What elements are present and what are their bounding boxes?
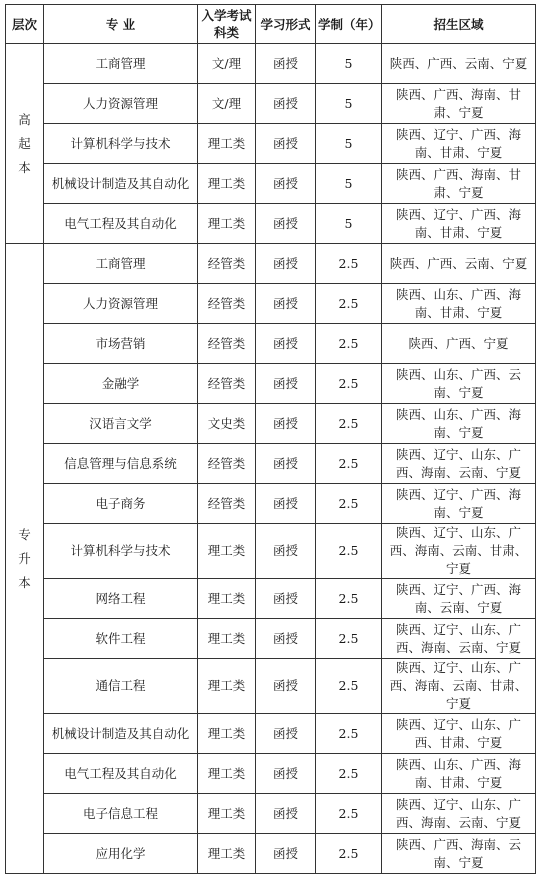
major-cell: 人力资源管理 bbox=[44, 284, 198, 324]
table-row bbox=[6, 164, 536, 204]
regions-cell: 陕西、辽宁、广西、海南、云南、宁夏 bbox=[382, 579, 536, 619]
exam-category-cell: 理工类 bbox=[198, 834, 256, 874]
duration-cell: 5 bbox=[316, 84, 382, 124]
level-label: 专升本 bbox=[18, 526, 31, 590]
study-form-cell: 函授 bbox=[256, 84, 316, 124]
exam-category-cell: 经管类 bbox=[198, 444, 256, 484]
major-cell: 人力资源管理 bbox=[44, 84, 198, 124]
header-major: 专 业 bbox=[44, 5, 198, 44]
regions-cell: 陕西、山东、广西、海南、宁夏 bbox=[382, 404, 536, 444]
duration-cell: 2.5 bbox=[316, 579, 382, 619]
duration-cell: 5 bbox=[316, 44, 382, 84]
exam-category-cell: 文/理 bbox=[198, 84, 256, 124]
exam-category-cell: 理工类 bbox=[198, 659, 256, 714]
table-row bbox=[6, 794, 536, 834]
table-row bbox=[6, 834, 536, 874]
exam-category-cell: 理工类 bbox=[198, 619, 256, 659]
study-form-cell: 函授 bbox=[256, 794, 316, 834]
duration-cell: 2.5 bbox=[316, 754, 382, 794]
study-form-cell: 函授 bbox=[256, 164, 316, 204]
duration-cell: 2.5 bbox=[316, 284, 382, 324]
exam-category-cell: 经管类 bbox=[198, 244, 256, 284]
level-cell bbox=[6, 44, 44, 244]
header-row bbox=[6, 5, 536, 44]
table-row bbox=[6, 204, 536, 244]
exam-category-cell: 文/理 bbox=[198, 44, 256, 84]
exam-category-cell: 经管类 bbox=[198, 484, 256, 524]
study-form-cell: 函授 bbox=[256, 524, 316, 579]
duration-cell: 2.5 bbox=[316, 444, 382, 484]
regions-cell: 陕西、辽宁、山东、广西、海南、云南、甘肃、宁夏 bbox=[382, 659, 536, 714]
duration-cell: 5 bbox=[316, 124, 382, 164]
regions-cell: 陕西、广西、海南、甘肃、宁夏 bbox=[382, 164, 536, 204]
study-form-cell: 函授 bbox=[256, 244, 316, 284]
enrollment-table bbox=[5, 4, 536, 874]
duration-cell: 2.5 bbox=[316, 404, 382, 444]
table-row bbox=[6, 44, 536, 84]
major-cell: 应用化学 bbox=[44, 834, 198, 874]
exam-category-cell: 理工类 bbox=[198, 524, 256, 579]
table-body bbox=[6, 44, 536, 874]
exam-category-cell: 理工类 bbox=[198, 124, 256, 164]
major-cell: 金融学 bbox=[44, 364, 198, 404]
study-form-cell: 函授 bbox=[256, 124, 316, 164]
major-cell: 机械设计制造及其自动化 bbox=[44, 164, 198, 204]
exam-category-cell: 文史类 bbox=[198, 404, 256, 444]
exam-category-cell: 理工类 bbox=[198, 794, 256, 834]
study-form-cell: 函授 bbox=[256, 659, 316, 714]
exam-category-cell: 理工类 bbox=[198, 164, 256, 204]
table-row bbox=[6, 579, 536, 619]
level-label: 高起本 bbox=[18, 111, 31, 175]
major-cell: 市场营销 bbox=[44, 324, 198, 364]
table-row bbox=[6, 754, 536, 794]
duration-cell: 2.5 bbox=[316, 619, 382, 659]
regions-cell: 陕西、辽宁、山东、广西、海南、云南、宁夏 bbox=[382, 444, 536, 484]
header-regions: 招生区域 bbox=[382, 5, 536, 44]
major-cell: 电气工程及其自动化 bbox=[44, 204, 198, 244]
study-form-cell: 函授 bbox=[256, 754, 316, 794]
major-cell: 电子信息工程 bbox=[44, 794, 198, 834]
regions-cell: 陕西、广西、海南、云南、宁夏 bbox=[382, 834, 536, 874]
header-exam-category: 入学考试科类 bbox=[198, 5, 256, 44]
duration-cell: 2.5 bbox=[316, 324, 382, 364]
study-form-cell: 函授 bbox=[256, 619, 316, 659]
table-row bbox=[6, 364, 536, 404]
major-cell: 机械设计制造及其自动化 bbox=[44, 714, 198, 754]
table-row bbox=[6, 324, 536, 364]
regions-cell: 陕西、广西、宁夏 bbox=[382, 324, 536, 364]
level-cell bbox=[6, 244, 44, 874]
table-row bbox=[6, 619, 536, 659]
duration-cell: 2.5 bbox=[316, 794, 382, 834]
exam-category-cell: 理工类 bbox=[198, 579, 256, 619]
exam-category-cell: 理工类 bbox=[198, 714, 256, 754]
regions-cell: 陕西、辽宁、山东、广西、海南、云南、甘肃、宁夏 bbox=[382, 524, 536, 579]
duration-cell: 5 bbox=[316, 204, 382, 244]
major-cell: 电气工程及其自动化 bbox=[44, 754, 198, 794]
duration-cell: 2.5 bbox=[316, 244, 382, 284]
header-study-form: 学习形式 bbox=[256, 5, 316, 44]
table-row bbox=[6, 404, 536, 444]
study-form-cell: 函授 bbox=[256, 284, 316, 324]
study-form-cell: 函授 bbox=[256, 404, 316, 444]
major-cell: 网络工程 bbox=[44, 579, 198, 619]
major-cell: 通信工程 bbox=[44, 659, 198, 714]
major-cell: 计算机科学与技术 bbox=[44, 124, 198, 164]
study-form-cell: 函授 bbox=[256, 44, 316, 84]
major-cell: 电子商务 bbox=[44, 484, 198, 524]
duration-cell: 2.5 bbox=[316, 714, 382, 754]
major-cell: 工商管理 bbox=[44, 244, 198, 284]
exam-category-cell: 理工类 bbox=[198, 754, 256, 794]
table-row bbox=[6, 124, 536, 164]
exam-category-cell: 经管类 bbox=[198, 364, 256, 404]
regions-cell: 陕西、山东、广西、海南、甘肃、宁夏 bbox=[382, 754, 536, 794]
regions-cell: 陕西、辽宁、广西、海南、甘肃、宁夏 bbox=[382, 124, 536, 164]
regions-cell: 陕西、广西、云南、宁夏 bbox=[382, 244, 536, 284]
duration-cell: 2.5 bbox=[316, 524, 382, 579]
header-duration: 学制（年） bbox=[316, 5, 382, 44]
regions-cell: 陕西、山东、广西、云南、宁夏 bbox=[382, 364, 536, 404]
table-row bbox=[6, 84, 536, 124]
study-form-cell: 函授 bbox=[256, 444, 316, 484]
duration-cell: 2.5 bbox=[316, 834, 382, 874]
table-row bbox=[6, 714, 536, 754]
regions-cell: 陕西、山东、广西、海南、甘肃、宁夏 bbox=[382, 284, 536, 324]
regions-cell: 陕西、辽宁、山东、广西、甘肃、宁夏 bbox=[382, 714, 536, 754]
major-cell: 计算机科学与技术 bbox=[44, 524, 198, 579]
header-level: 层次 bbox=[6, 5, 44, 44]
regions-cell: 陕西、辽宁、山东、广西、海南、云南、宁夏 bbox=[382, 794, 536, 834]
duration-cell: 2.5 bbox=[316, 484, 382, 524]
major-cell: 信息管理与信息系统 bbox=[44, 444, 198, 484]
regions-cell: 陕西、广西、海南、甘肃、宁夏 bbox=[382, 84, 536, 124]
study-form-cell: 函授 bbox=[256, 579, 316, 619]
table-row bbox=[6, 484, 536, 524]
regions-cell: 陕西、广西、云南、宁夏 bbox=[382, 44, 536, 84]
study-form-cell: 函授 bbox=[256, 834, 316, 874]
exam-category-cell: 经管类 bbox=[198, 324, 256, 364]
major-cell: 工商管理 bbox=[44, 44, 198, 84]
major-cell: 汉语言文学 bbox=[44, 404, 198, 444]
study-form-cell: 函授 bbox=[256, 364, 316, 404]
study-form-cell: 函授 bbox=[256, 484, 316, 524]
table-row bbox=[6, 524, 536, 579]
exam-category-cell: 理工类 bbox=[198, 204, 256, 244]
major-cell: 软件工程 bbox=[44, 619, 198, 659]
duration-cell: 2.5 bbox=[316, 364, 382, 404]
table-row bbox=[6, 659, 536, 714]
regions-cell: 陕西、辽宁、山东、广西、海南、云南、宁夏 bbox=[382, 619, 536, 659]
table-row bbox=[6, 284, 536, 324]
regions-cell: 陕西、辽宁、广西、海南、宁夏 bbox=[382, 484, 536, 524]
duration-cell: 2.5 bbox=[316, 659, 382, 714]
table-row bbox=[6, 244, 536, 284]
duration-cell: 5 bbox=[316, 164, 382, 204]
study-form-cell: 函授 bbox=[256, 714, 316, 754]
study-form-cell: 函授 bbox=[256, 324, 316, 364]
exam-category-cell: 经管类 bbox=[198, 284, 256, 324]
regions-cell: 陕西、辽宁、广西、海南、甘肃、宁夏 bbox=[382, 204, 536, 244]
study-form-cell: 函授 bbox=[256, 204, 316, 244]
table-row bbox=[6, 444, 536, 484]
